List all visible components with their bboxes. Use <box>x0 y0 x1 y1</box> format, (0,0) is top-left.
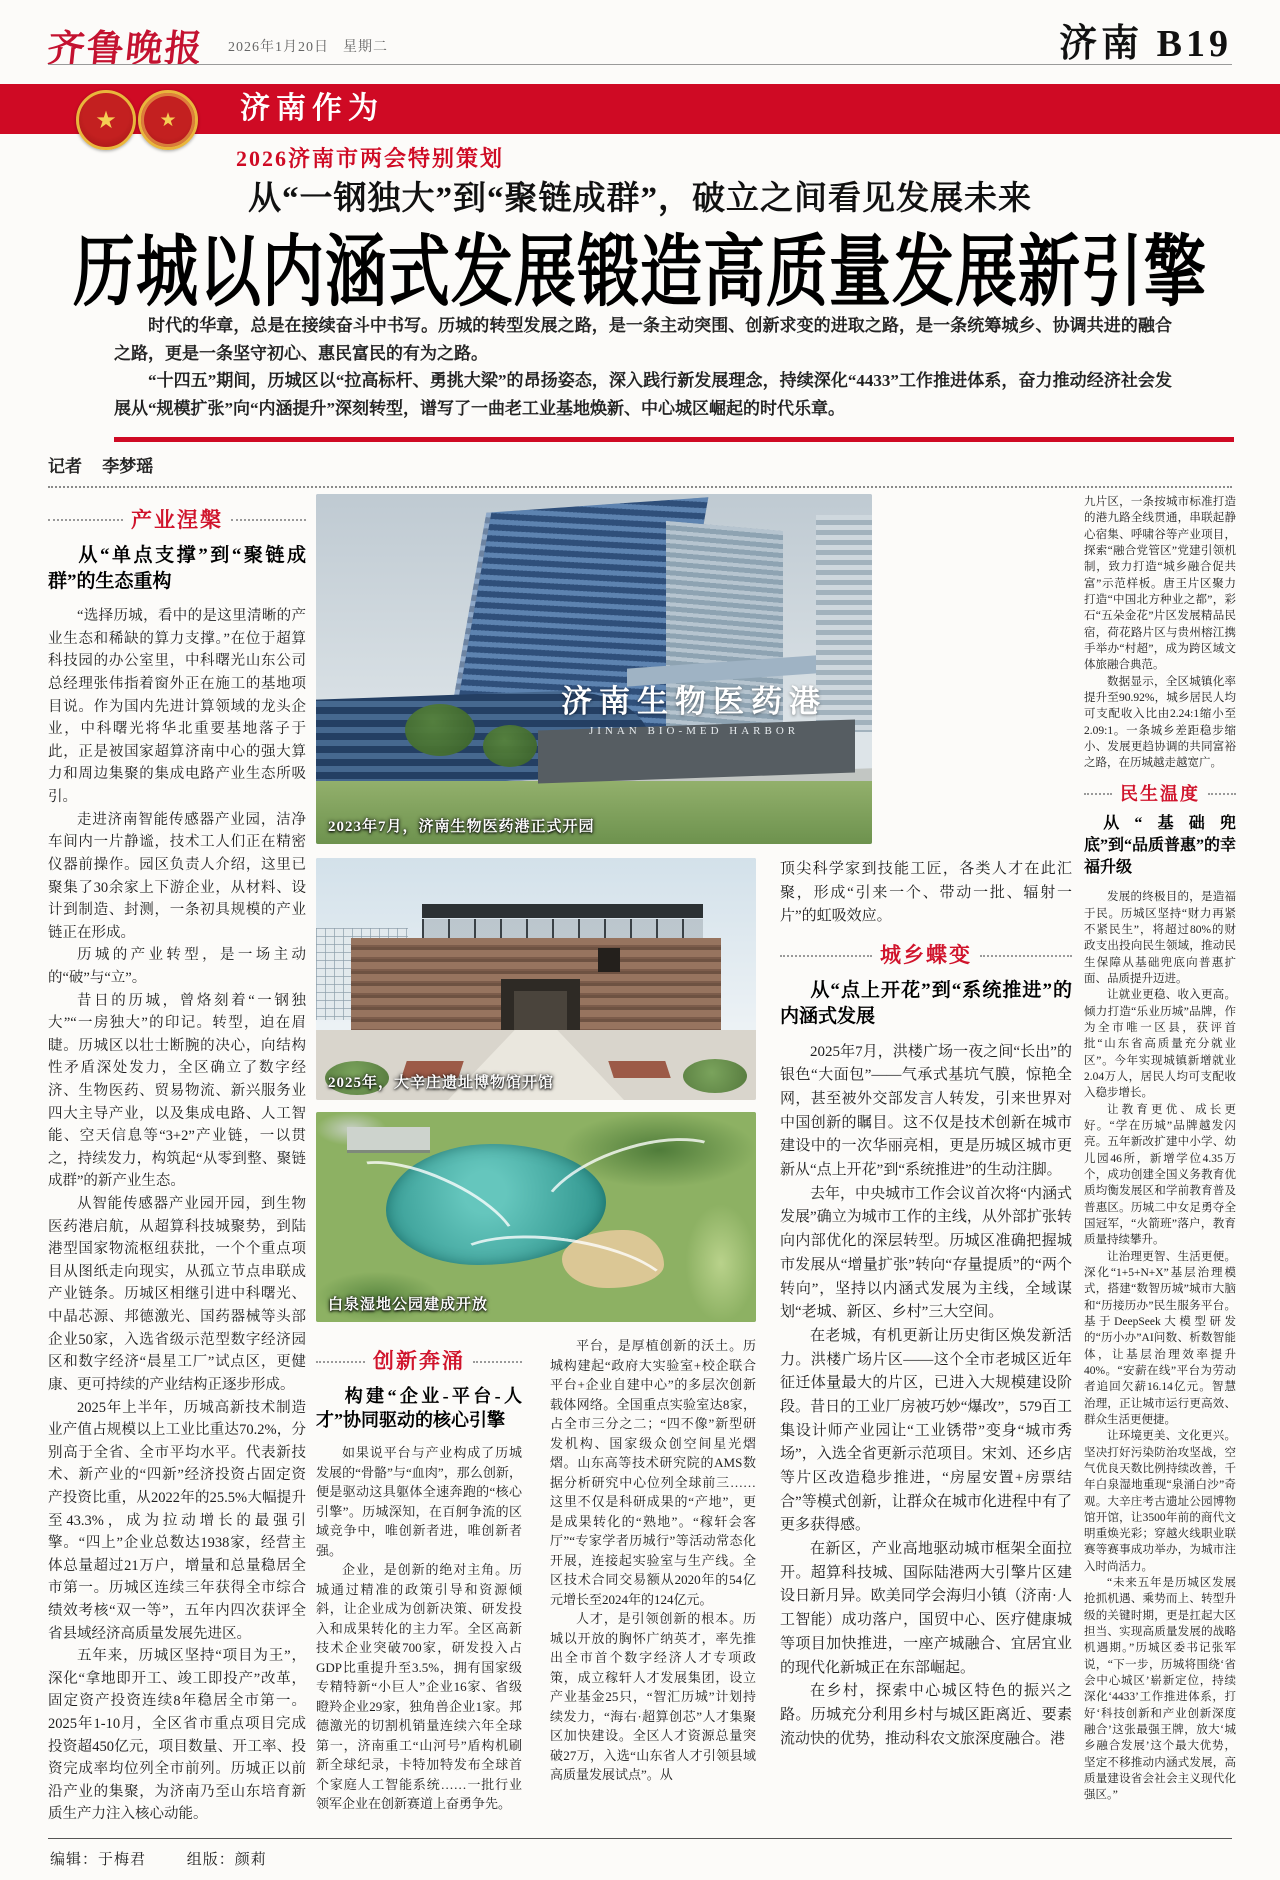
main-headline <box>0 214 1280 316</box>
body-paragraph: 在新区，产业高地驱动城市框架全面拉开。超算科技城、国际陆港两大引擎片区建设日新月异。欧美同学会海归小镇（济南·人工智能）成功落户，国贸中心、医疗健康城等项目加快推进，一座产城融合、宜居宜业的现代化新城正在东部崛起。 <box>780 1541 1072 1676</box>
banner-title: 济南作为 <box>240 92 384 125</box>
body-paragraph: 去年，中央城市工作会议首次将“内涵式发展”确立为城市工作的主线，从外部扩张转向内部优化的深层转型。历城区准确把握城市发展从“增量扩张”转向“存量提质”的“两个转向”，坚持以内涵式发展为主线，全域谋划“老城、新区、乡村”三大空间。 <box>780 1185 1072 1321</box>
column-industry <box>48 494 306 1829</box>
body-paragraph: 如果说平台与产业构成了历城发展的“骨骼”与“血肉”，那么创新，便是驱动这具躯体全速奔跑的“核心引擎”。历城深知，在百舸争流的区域竞争中，唯创新者进，唯创新者强。 <box>316 1445 522 1558</box>
body-paragraph: 在老城，有机更新让历史街区焕发新活力。洪楼广场片区——这个全市老城区近年征迁体量最大的片区，已进入大规模建设阶段。昔日的工业厂房被巧妙“爆改”，579百工集设计师产业园让“工业锈带”变身“城市秀场”，入选全省更新示范项目。宋刘、还乡店等片区改造稳步推进，“房屋安置+房票结合”等模式创新，让群众在城市化进程中有了更多获得感。 <box>780 1327 1072 1534</box>
page-number: B19 <box>1156 23 1232 65</box>
byline <box>48 452 1232 488</box>
footer-credits <box>50 1848 303 1869</box>
section-name: 济南 <box>1059 23 1144 65</box>
photo-biomed-harbor <box>316 494 872 844</box>
body-paragraph: 让环境更美、文化更兴。坚决打好污染防治攻坚战，空气优良天数比例持续改善，千年白泉湿地重现“泉涌白沙”奇观。大辛庄考古遗址公园博物馆开馆，让3500年前的商代文明重焕光彩；穿越火线职业联赛等赛事成功举办，为城市注入时尚活力。 <box>1084 1430 1236 1573</box>
body-paragraph: 2025年7月，洪楼广场一夜之间“长出”的银色“大面包”——气承式基坑气膜，惊艳全网，甚至被外交部发言人转发，引来世界对中国创新的瞩目。这不仅是技术创新在城市建设中的一次华丽亮相，更是历城区城市更新从“点上开花”到“系统推进”的生动注脚。 <box>780 1043 1072 1179</box>
newspaper-logo: 齐鲁晚报 <box>45 29 206 70</box>
body-paragraph: 发展的终极目的，是造福于民。历城区坚持“财力再紧不紧民生”，将超过80%的财政支出投向民生领域，推动民生保障从基础兜底向普惠扩面、品质提升迈进。 <box>1084 891 1236 985</box>
section-subtitle: 从“基础兜底”到“品质普惠”的幸福升级 <box>1084 815 1236 877</box>
section-subtitle: 构建“企业-平台-人才”协同驱动的核心引擎 <box>316 1385 522 1431</box>
body-paragraph: 顶尖科学家到技能工匠，各类人才在此汇聚，形成“引来一个、带动一批、辐射一片”的虹吸效应。 <box>780 861 1072 925</box>
column-urban <box>780 858 1072 1828</box>
section-header-industry <box>48 504 306 537</box>
harbor-sign <box>527 676 861 737</box>
section-title: 城乡蝶变 <box>880 943 972 968</box>
roof-posts-art <box>422 919 704 938</box>
typesetter-credit: 组版：颜莉 <box>186 1852 267 1868</box>
body-paragraph: 昔日的历城，曾烙刻着“一钢独大”“一房独大”的印记。转型，迫在眉睫。历城区以壮士断腕的决心，向结构性矛盾深处发力，全区确立了数字经济、生物医药、贸易物流、新兴服务业四大主导产业，以及集成电路、人工智能、空天信息等“3+2”产业链，一以贯之，持续发力，构筑起“从零到整、聚链成群”的新产业生态。 <box>48 992 306 1190</box>
series-kicker: 2026济南市两会特别策划 <box>236 146 505 171</box>
section-innovation <box>316 1336 756 1832</box>
lead-paragraphs <box>114 312 1172 422</box>
red-divider-rule <box>114 437 1234 442</box>
body-paragraph: 让治理更智、生活更便。深化“1+5+N+X”基层治理模式，搭建“数智历城”城市大脑和“历接历办”民生服务平台。基于DeepSeek大模型研发的“历小办”AI问数、析数智能体，让基层治理效率提升40%。“安薪在线”平台为劳动者追回欠薪16.14亿元。智慧治理，正让城市运行更高效、群众生活更便捷。 <box>1084 1250 1236 1426</box>
body-paragraph: 在乡村，探索中心城区特色的振兴之路。历城充分利用乡村与城区距离近、要素流动快的优势，推动科农文旅深度融合。港 <box>780 1683 1072 1747</box>
masthead-date <box>228 36 402 56</box>
shrub-art <box>683 1059 747 1093</box>
body-paragraph: 让教育更优、成长更好。“学在历城”品牌越发闪亮。五年新改扩建中小学、幼儿园46所，新增学位4.35万个，成功创建全国义务教育优质均衡发展区和学前教育普及普惠区。历城二中女足勇夺全国冠军，“火箭班”落户，教育质量持续攀升。 <box>1084 1103 1236 1247</box>
body-paragraph: 企业，是创新的绝对主角。历城通过精准的政策引导和资源倾斜，让企业成为创新决策、研发投入和成果转化的主力军。全区高新技术企业突破700家，研发投入占GDP比重提升至3.5%，拥有国家级专精特新“小巨人”企业16家、省级瞪羚企业29家，独角兽企业1家。邦德激光的切割机销量连续六年全球第一，济南重工“山河号”盾构机刷新全球纪录，卡特加特发布全球首个家庭人工智能系统……一批行业领军企业在创新赛道上奋勇争先。 <box>316 1562 522 1812</box>
ramp-art <box>608 1061 671 1078</box>
editor-credit: 编辑：于梅君 <box>50 1852 147 1868</box>
lead-paragraph: 时代的华章，总是在接续奋斗中书写。历城的转型发展之路，是一条主动突围、创新求变的进取之路，是一条统筹城乡、协调共进的融合之路，更是一条坚守初心、惠民富民的有为之路。 <box>114 316 1172 363</box>
column-innovation-a <box>316 1336 522 1832</box>
national-emblem-icon: ★ <box>76 90 136 150</box>
section-header-livelihood <box>1084 782 1236 808</box>
column-livelihood <box>1084 494 1236 1829</box>
footer-rule <box>48 1838 1232 1839</box>
body-paragraph: 人才，是引领创新的根本。历城以开放的胸怀广纳英才，率先推出全市首个数字经济人才专项政策，成立稼轩人才发展集团，设立产业基金25只，“智汇历城”计划持续发力，“海右·超算创芯”人才集聚区加快建设。全区人才资源总量突破27万，入选“山东省人才引领县域高质量发展试点”。从 <box>550 1611 756 1782</box>
door-art <box>514 991 567 1030</box>
section-subtitle: 从“单点支撑”到“聚链成群”的生态重构 <box>48 544 306 592</box>
byline-label: 记者 <box>48 457 82 476</box>
main-headline-text: 历城以内涵式发展锻造高质量发展新引擎 <box>72 228 1208 316</box>
section-title: 民生温度 <box>1120 783 1200 804</box>
plaque-art <box>598 948 620 972</box>
date-text: 2026年1月20日 <box>228 40 329 55</box>
photo-caption: 2023年7月，济南生物医药港正式开园 <box>328 819 595 835</box>
sign-text-cn: 济南生物医药港 <box>561 684 828 719</box>
photo-caption: 2025年，大辛庄遗址博物馆开馆 <box>328 1075 555 1091</box>
body-paragraph: “选择历城，看中的是这里清晰的产业生态和稀缺的算力支撑。”在位于超算科技园的办公室里，中科曙光山东公司总经理张伟指着窗外正在施工的基地项目说。作为国内先进计算领域的龙头企业，中科曙光将华北重要基地落子于此，正是被国家超算济南中心的强大算力和周边集聚的集成电路产业生态所吸引。 <box>48 608 306 806</box>
reporter-name: 李梦瑶 <box>102 457 154 476</box>
section-page-number <box>1059 12 1232 67</box>
body-paragraph: 九片区，一条按城市标准打造的港九路全线贯通，串联起静心宿集、呼啸谷等产业项目，探索“融合党管区”党建引领机制，致力打造“城乡融合促共富”示范样板。唐王片区聚力打造“中国北方种业之都”，彩石“五朵金花”片区发展精品民宿，荷花路片区与贵州榕江携手举办“村超”，成为跨区域文体旅融合典范。 <box>1084 496 1236 672</box>
pavilion-art <box>347 1127 431 1150</box>
masthead <box>45 16 1232 70</box>
photo-daxinzhuang-museum <box>316 858 756 1100</box>
cppcc-emblem-icon: ★ <box>138 90 198 150</box>
column-banner <box>0 84 1280 134</box>
weekday-text: 星期二 <box>343 40 388 55</box>
photo-baiquan-wetland <box>316 1112 756 1322</box>
section-subtitle: 从“点上开花”到“系统推进”的内涵式发展 <box>780 980 1072 1028</box>
body-paragraph: “未来五年是历城区发展抢抓机遇、乘势而上、转型升级的关键时期，更是扛起大区担当、实现高质量发展的战略机遇期。”历城区委书记张军说，“下一步，历城将围绕‘省会中心城区’崭新定位，持续深化‘4433’工作推进体系，打好‘科技创新和产业创新深度融合’这张最强王牌，放大‘城乡融合发展’这个最大优势，坚定不移推动内涵式发展，高质量建设省会社会主义现代化强区。” <box>1084 1577 1236 1802</box>
deck-headline: 从“一钢独大”到“聚链成群”，破立之间看见发展未来 <box>248 181 1032 217</box>
sign-text-en: JINAN BIO-MED HARBOR <box>588 725 800 737</box>
body-paragraph: 让就业更稳、收入更高。倾力打造“乐业历城”品牌，作为全市唯一区县，获评首批“山东省高质量充分就业区”。今年实现城镇新增就业2.04万人，居民人均可支配收入稳步增长。 <box>1084 989 1236 1100</box>
masthead-rule <box>48 64 1232 65</box>
body-paragraph: 从智能传感器产业园开园，到生物医药港启航，从超算科技城聚势，到陆港型国家物流枢纽获批，一个个重点项目从图纸走向现实，从孤立节点串联成产业链条。历城区相继引进中科曙光、中晶芯源、邦德激光、国药器械等头部企业50家，入选省级示范型数字经济园区和数字经济“晨星工厂”试点区，更健康、更可持续的产业结构正逐步形成。 <box>48 1196 306 1393</box>
tree-art <box>405 704 475 756</box>
photo-caption: 白泉湿地公园建成开放 <box>328 1297 489 1313</box>
section-title: 创新奔涌 <box>373 1349 465 1373</box>
body-paragraph: 走进济南智能传感器产业园，洁净车间内一片静谧，技术工人们正在精密仪器前操作。园区负责人介绍，这里已聚集了30余家上下游企业，从材料、设计到制造、封测，一条初具规模的产业链正在形成。 <box>48 811 306 941</box>
body-paragraph: 历城的产业转型，是一场主动的“破”与“立”。 <box>48 947 306 986</box>
body-paragraph: 五年来，历城区坚持“项目为王”，深化“拿地即开工、竣工即投产”改革，固定资产投资连续8年稳居全市第一。2025年1-10月，全区省市重点项目完成投资超450亿元，项目数量、开工率、投资完成率均位列全市前列。历城正以前沿产业的集聚，为济南乃至山东培育新质生产力注入核心动能。 <box>48 1648 306 1823</box>
section-header-urban <box>780 939 1072 972</box>
body-paragraph: 数据显示，全区城镇化率提升至90.92%，城乡居民人均可支配收入比由2.24:1缩小至2.09:1。一条城乡差距稳步缩小、发展更趋协调的共同富裕之路，在历城越走越宽广。 <box>1084 675 1236 770</box>
lead-paragraph: “十四五”期间，历城区以“拉高标杆、勇挑大梁”的昂扬姿态，深入践行新发展理念，持续深化“4433”工作推进体系，奋力推动经济社会发展从“规模扩张”向“内涵提升”深刻转型，谱写了一曲老工业基地焕新、中心城区崛起的时代乐章。 <box>114 371 1172 418</box>
body-paragraph: 2025年上半年，历城高新技术制造业产值占规模以上工业比重达70.2%，分别高于全省、全市平均水平。代表新技术、新产业的“四新”经济投资占固定资产投资比重，从2022年的25.5%大幅提升至43.3%，成为拉动增长的最强引擎。“四上”企业总数达1938家，经营主体总量超过21万户，增量和总量稳居全市第一。历城区连续三年获得全市综合绩效考核“双一等”，五年内四次获评全省县域经济高质量发展先进区。 <box>48 1399 306 1642</box>
section-title: 产业涅槃 <box>131 508 223 532</box>
roof-canopy-art <box>422 904 704 919</box>
body-paragraph: 平台，是厚植创新的沃土。历城构建起“政府大实验室+校企联合平台+企业自建中心”的多层次创新载体网络。全国重点实验室达8家，占全市三分之二；“四不像”新型研发机构、国家级众创空间星光熠熠。山东高等技术研究院的AMS数据分析研究中心位列全球前三……这里不仅是科研成果的“产地”，更是成果转化的“熟地”。“稼轩会客厅”“专家学者历城行”等活动常态化开展，连接起实验室与生产线。全区技术合同交易额从2020年的54亿元增长至2024年的124亿元。 <box>550 1338 756 1607</box>
section-header-innovation <box>316 1346 522 1378</box>
column-innovation-b <box>550 1336 756 1832</box>
